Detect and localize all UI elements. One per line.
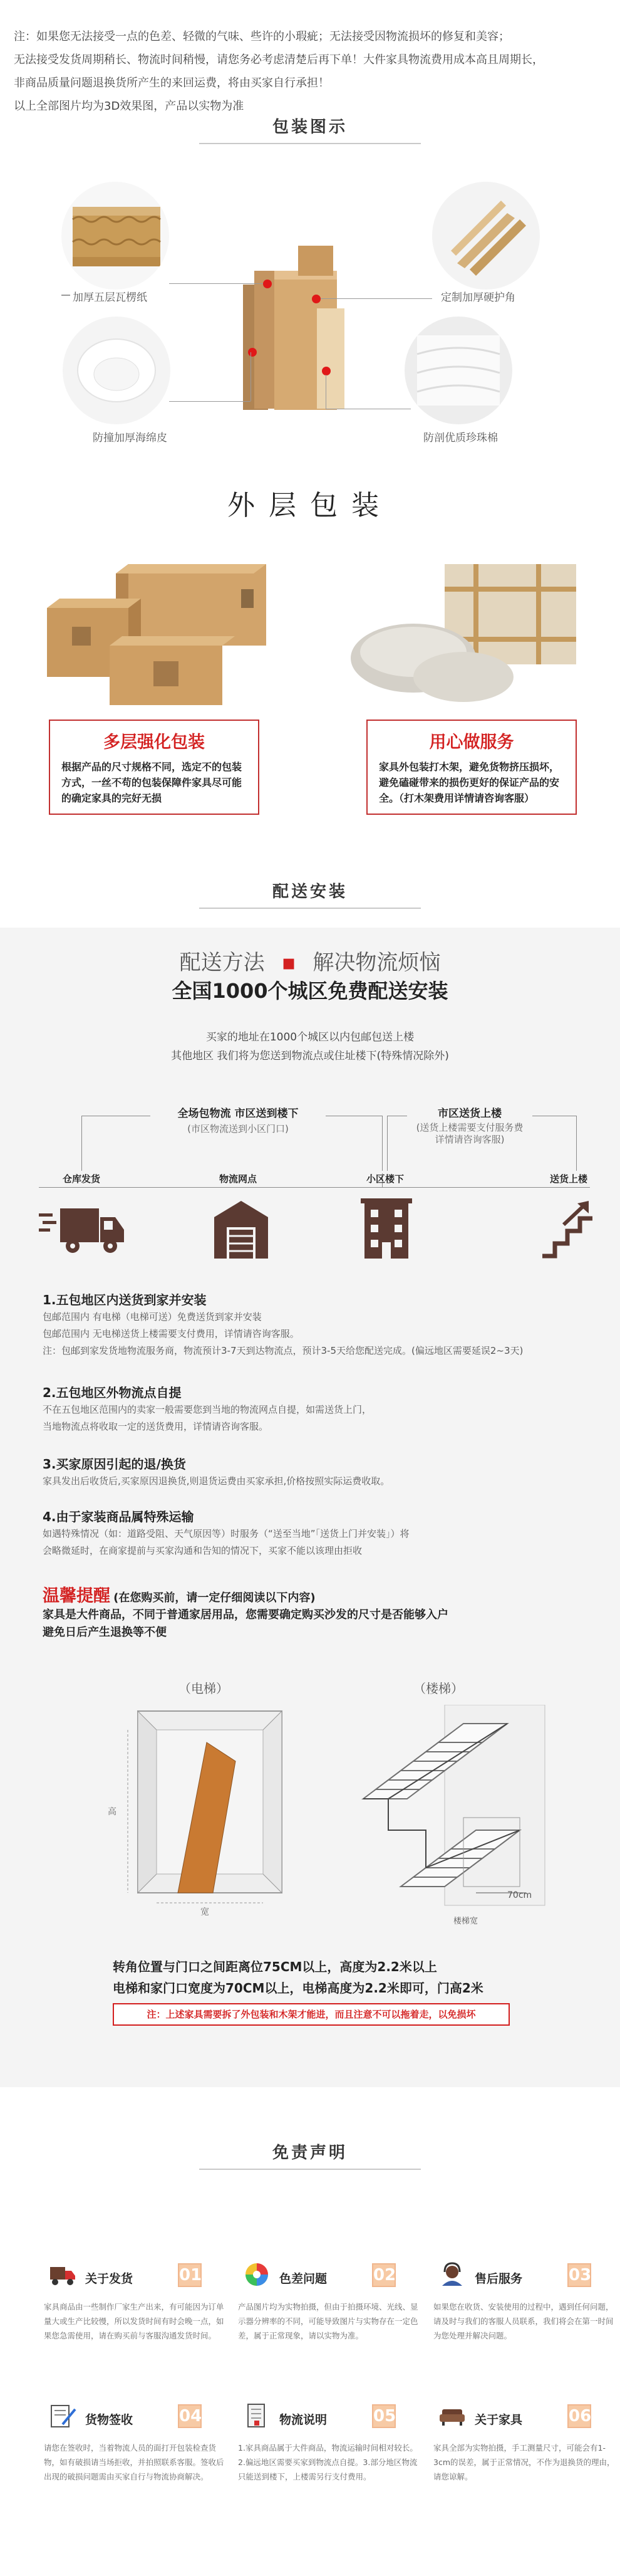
reminder-text1: 家具是大件商品，不同于普通家居用品，您需要确定购买沙发的尺寸是否能够入户	[43, 1608, 448, 1621]
subtitle-dot: ▪	[281, 950, 296, 975]
card-number: 06	[567, 2404, 591, 2428]
tree-right-sub1: (送货上楼需要支付服务费	[416, 1122, 524, 1133]
item-1-heading: 1.五包地区内送货到家并安装	[43, 1292, 207, 1307]
packaging-boxes-image	[235, 246, 361, 420]
card-title: 物流说明	[279, 2413, 328, 2427]
card-title: 货物签收	[85, 2413, 133, 2427]
subtitle-b: 解决物流烦恼	[313, 950, 441, 975]
tree-right-title: 市区送货上楼	[438, 1107, 502, 1120]
heading-underline	[199, 908, 421, 909]
warning-box: 注：上述家具需要拆了外包装和木架才能进，而且注意不可以拖着走，以免损坏	[113, 2003, 510, 2026]
item-2-heading: 2.五包地区外物流点自提	[43, 1385, 182, 1400]
pearl-cotton-image	[405, 317, 512, 424]
delivery-line2: 其他地区 我们将为您送到物流点或住址楼下(特殊情况除外)	[171, 1050, 449, 1062]
card-text: 如果您在收货、安装使用的过程中，遇到任何问题，请及时与我们的客服人员联系，我们将会在第一时间为您处理并解决问题。	[433, 2302, 614, 2340]
disclaimer-card-shipping	[44, 2259, 230, 2385]
delivery-heading: 配送安装	[272, 882, 348, 901]
item-text-line: 会略微延时，在商家提前与买家沟通和告知的情况下，买家不能以该理由拒收	[43, 1545, 363, 1556]
timeline-line	[39, 1187, 590, 1188]
card-header	[238, 2401, 425, 2429]
tree-connector	[382, 1116, 383, 1171]
card-header	[433, 2259, 620, 2288]
callout-line	[169, 283, 263, 284]
cardboard-label: 加厚五层瓦楞纸	[73, 291, 147, 304]
card-title: 关于家具	[475, 2413, 523, 2427]
disclaimer-card-receipt	[44, 2401, 230, 2526]
marker-dot	[312, 295, 321, 303]
heading-underline	[199, 2169, 421, 2170]
reminder-note: (在您购买前，请一定仔细阅读以下内容)	[113, 1591, 316, 1605]
headset-icon	[438, 2262, 466, 2287]
corner-guard-image	[432, 182, 540, 290]
step-upstairs: 送货上楼	[549, 1173, 587, 1185]
disclaimer-card-color	[238, 2259, 425, 2385]
card-title: 色差问题	[279, 2272, 328, 2286]
card-title: 售后服务	[475, 2272, 523, 2286]
reminder-title: 温馨提醒	[43, 1586, 110, 1606]
tree-connector	[387, 1116, 388, 1171]
box-title: 用心做服务	[429, 733, 514, 752]
marker-dot	[263, 280, 272, 288]
signature-icon	[49, 2403, 76, 2428]
card-text: 1.家具商品属于大件商品，物流运输时间相对较长。2.偏远地区需要买家到物流点自提。3.部分地区物流只能送到楼下，上楼需另行支付费用。	[238, 2443, 418, 2481]
card-number: 04	[178, 2404, 202, 2428]
tree-connector	[576, 1116, 577, 1171]
foam-label: 防撞加厚海绵皮	[93, 432, 167, 444]
card-number: 03	[567, 2263, 591, 2287]
tree-left-title: 全场包物流 市区送到楼下	[177, 1107, 299, 1120]
notice-line: 非商品质量问题退换货所产生的来回运费，将由买家自行承担！	[14, 76, 329, 90]
heading-underline	[199, 143, 421, 144]
card-number: 01	[178, 2263, 202, 2287]
item-2-text	[43, 1401, 594, 1435]
packaging-heading: 包装图示	[272, 118, 348, 137]
item-4-heading: 4.由于家装商品属特殊运输	[43, 1509, 194, 1524]
disclaimer-card-logistics	[238, 2401, 425, 2526]
card-number: 05	[372, 2404, 396, 2428]
card-header	[44, 2401, 230, 2429]
truck-icon	[39, 1202, 127, 1259]
item-3-heading: 3.买家原因引起的退/换货	[43, 1457, 186, 1472]
callout-line	[61, 295, 70, 296]
marker-dot	[248, 348, 257, 357]
item-text-line: 家具发出后收货后,买家原因退换货,则退货运费由买家承担,价格按照实际运费收取。	[43, 1475, 390, 1487]
card-header	[238, 2259, 425, 2288]
card-header	[433, 2401, 620, 2429]
item-text-line: 包邮范围内 无电梯送货上楼需要支付费用，详情请咨询客服。	[43, 1328, 299, 1339]
card-header	[44, 2259, 230, 2288]
item-1-text	[43, 1309, 594, 1359]
notice-line: 注：如果您无法接受一点的色差、轻微的气味、些许的小瑕疵；无法接受因物流损坏的修复和美容；	[14, 30, 510, 43]
document-icon	[243, 2403, 271, 2428]
step-downstairs: 小区楼下	[366, 1173, 404, 1185]
card-text: 家具商品由一些制作厂家生产出来，有可能因为订单量大或生产比较慢，所以发货时间有时会晚一点，如果您急需使用，请在购买前与客服沟通发货时间。	[44, 2302, 224, 2340]
corner-guard-label: 定制加厚硬护角	[441, 291, 515, 304]
elevator-label: （电梯）	[178, 1681, 229, 1696]
delivery-subtitle	[0, 945, 620, 976]
disclaimer-card-furniture	[433, 2401, 620, 2526]
item-text-line: 不在五包地区范围内的卖家一般需要您到当地的物流网点自提，如需送货上门，	[43, 1404, 372, 1415]
card-number: 02	[372, 2263, 396, 2287]
reminder-heading	[43, 1582, 316, 1606]
card-text: 产品图片均为实物拍摄，但由于拍摄环境、光线、显示器分辨率的不同，可能导致图片与实物存在一定色差，属于正常现象，请以实物为准。	[238, 2302, 418, 2340]
requirement-1: 转角位置与门口之间距离位75CM以上，高度为2.2米以上	[113, 1959, 437, 1974]
callout-line	[169, 401, 251, 402]
step-warehouse: 仓库发货	[62, 1173, 100, 1185]
requirement-2: 电梯和家门口宽度为70CM以上，电梯高度为2.2米即可，门高2米	[113, 1981, 483, 1996]
pearl-cotton-label: 防剖优质珍珠棉	[423, 432, 498, 444]
sofa-icon	[438, 2403, 466, 2428]
cardboard-boxes-photo	[34, 552, 272, 708]
callout-line	[321, 298, 432, 299]
stairs-icon	[540, 1200, 599, 1259]
item-3-text	[43, 1473, 594, 1490]
disclaimer-card-aftersales	[433, 2259, 620, 2385]
foam-image	[63, 317, 170, 424]
item-text-line: 包邮范围内 有电梯（电梯可送）免费送货到家并安装	[43, 1311, 262, 1322]
item-text-line: 当地物流点将收取一定的送货费用，详情请咨询客服。	[43, 1421, 269, 1432]
cardboard-image	[61, 182, 169, 290]
delivery-headline: 全国1000个城区免费配送安装	[172, 979, 448, 1003]
multi-layer-packing-box	[49, 720, 259, 815]
disclaimer-heading: 免责声明	[272, 2144, 348, 2162]
marker-dot	[322, 367, 331, 375]
item-4-text	[43, 1526, 594, 1559]
notice-text	[14, 25, 609, 118]
subtitle-a: 配送方法	[179, 950, 265, 975]
height-label: 高	[108, 1807, 116, 1817]
truck-icon	[49, 2262, 76, 2287]
tree-right-sub2: 详情请咨询客服)	[435, 1134, 505, 1145]
card-title: 关于发货	[85, 2272, 133, 2286]
notice-line: 以上全部图片均为3D效果图，产品以实物为准	[14, 100, 244, 113]
notice-line: 无法接受发货周期稍长、物流时间稍慢，请您务必考虑清楚后再下单！大件家具物流费用成本高且周期长，	[14, 53, 544, 66]
stair-width-caption: 楼梯宽	[453, 1917, 478, 1926]
careful-service-box	[366, 720, 577, 815]
elevator-illustration	[113, 1705, 301, 1912]
width-label: 宽	[200, 1907, 209, 1917]
tree-connector	[81, 1116, 82, 1171]
tree-left-sub: (市区物流送到小区门口)	[187, 1123, 289, 1134]
wooden-frame-photo	[338, 552, 582, 708]
card-text: 家具全部为实物拍摄，手工测量尺寸，可能会有1-3cm的误差，属于正常情况，不作为退换货的理由，请您谅解。	[433, 2443, 615, 2481]
box-text: 根据产品的尺寸规格不同，选定不的包装方式，一丝不苟的包装保障件家具尽可能的确定家具的完好无损	[61, 761, 242, 804]
staircase-illustration	[351, 1705, 551, 1912]
warehouse-icon	[213, 1200, 269, 1259]
box-title: 多层强化包装	[103, 733, 205, 752]
stair-width-value: 70cm	[507, 1890, 532, 1900]
box-text: 家具外包装打木架，避免货物挤压损坏，避免磕碰带来的损伤更好的保证产品的安全。（打木架费用详情请咨询客服）	[379, 761, 560, 804]
reminder-text2: 避免日后产生退换等不便	[43, 1626, 167, 1639]
color-wheel-icon	[243, 2262, 271, 2287]
item-text-line: 如遇特殊情况（如：道路受阻、天气原因等）时服务（“送至当地”「送货上门并安装」）将	[43, 1528, 410, 1539]
item-text-line: 注：包邮到家发货地物流服务商，物流预计3-7天到达物流点，预计3-5天给您配送完成。(偏远地区需要延误2~3天)	[43, 1345, 524, 1356]
outer-packing-title: 外层包装	[227, 490, 393, 521]
stairs-label: （楼梯）	[413, 1681, 463, 1696]
delivery-line1: 买家的地址在1000个城区以内包邮包送上楼	[205, 1031, 415, 1044]
card-text: 请您在签收时，当着物流人员的面打开包装检查货物，如有破损请当场拒收，并拍照联系客服。签收后出现的破损问题需由买家自行与物流协商解决。	[44, 2443, 224, 2481]
step-logistics: 物流网点	[219, 1173, 257, 1185]
building-icon	[361, 1198, 412, 1259]
